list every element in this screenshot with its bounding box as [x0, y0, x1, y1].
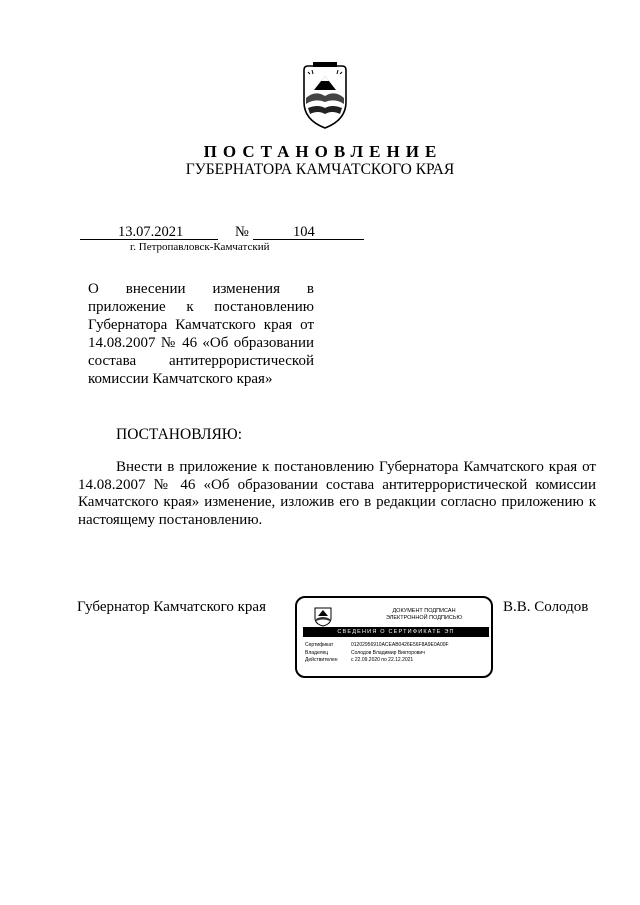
certificate-row-value: Солодов Владимир Викторович — [351, 649, 425, 656]
issuing-authority: ГУБЕРНАТОРА КАМЧАТСКОГО КРАЯ — [185, 161, 455, 178]
document-type-title: ПОСТАНОВЛЕНИЕ — [203, 142, 443, 161]
number-underline — [253, 239, 364, 240]
certificate-row — [305, 642, 489, 650]
date-underline — [80, 239, 218, 240]
number-sign: № — [235, 224, 249, 240]
resolution-heading: ПОСТАНОВЛЯЮ: — [116, 426, 243, 443]
certificate-row — [305, 657, 489, 665]
certificate-row-key: Владелец — [305, 649, 329, 656]
date-number-row — [80, 224, 364, 240]
document-subject: О внесении изменения в приложение к постановлению Губернатора Камчатского края от 14.08.2007 № 46 «Об образовании состава антитеррористической комиссии Камчатского края» — [88, 281, 314, 387]
certificate-row-value: с 22.09.2020 по 22.12.2021 — [351, 657, 414, 663]
document-date: 13.07.2021 — [118, 224, 184, 240]
certificate-details — [305, 642, 489, 665]
stamp-emblem-icon — [313, 605, 333, 627]
coat-of-arms-emblem — [300, 62, 350, 132]
electronic-signature-stamp — [295, 596, 493, 678]
place-of-issue: г. Петропавловск-Камчатский — [130, 241, 270, 253]
certificate-row-key: Сертификат — [305, 642, 334, 648]
signatory-role: Губернатор Камчатского края — [77, 599, 266, 615]
document-number: 104 — [293, 224, 315, 240]
stamp-title-line: ЭЛЕКТРОННОЙ ПОДПИСЬЮ — [385, 615, 463, 621]
stamp-title-line: ДОКУМЕНТ ПОДПИСАН — [392, 608, 456, 614]
stamp-title — [359, 608, 489, 622]
certificate-row — [305, 650, 489, 658]
certificate-info-bar: СВЕДЕНИЯ О СЕРТИФИКАТЕ ЭП — [303, 627, 489, 637]
certificate-row-key: Действителен — [305, 657, 338, 663]
signatory-name: В.В. Солодов — [503, 599, 589, 615]
certificate-row-value: 01202956910ACEAB0426E56F8A9E0A00F — [351, 642, 449, 648]
document-body: Внести в приложение к постановлению Губернатора Камчатского края от 14.08.2007 № 46 «Об образовании состава антитеррористической комиссии Камчатского края» изменение, изложив его в редакции согласно приложению к настоящему постановлению. — [78, 459, 596, 528]
